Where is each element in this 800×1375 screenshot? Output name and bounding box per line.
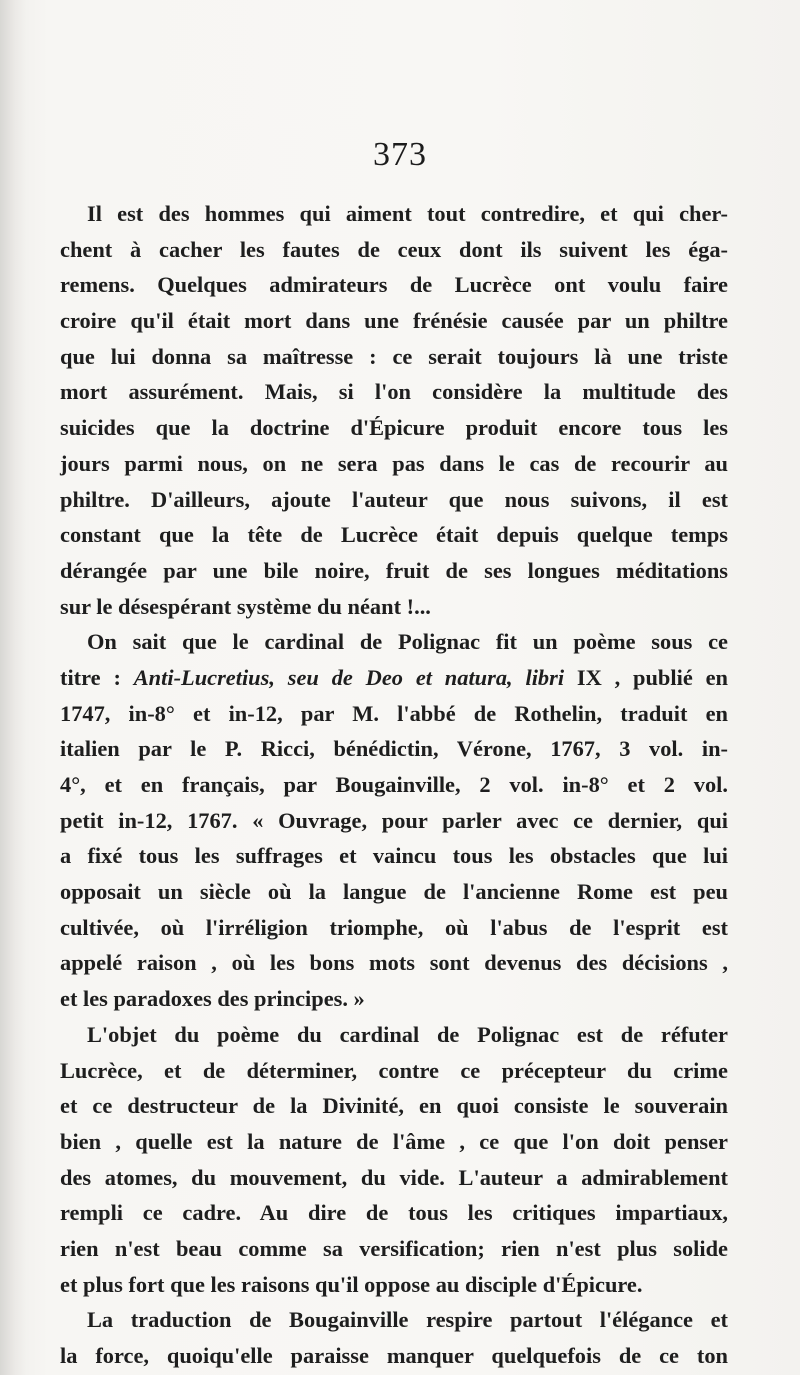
text-line: rempli ce cadre. Au dire de tous les critiques impartiaux, [60,1200,728,1226]
paragraph [60,624,728,1017]
paragraph [60,196,728,624]
text-line: appelé raison , où les bons mots sont devenus des décisions , [60,950,728,976]
text-line: Il est des hommes qui aiment tout contredire, et qui cher- [87,201,728,226]
text-line: constant que la tête de Lucrèce était depuis quelque temps [60,522,728,548]
text-line: la force, quoiqu'elle paraisse manquer quelquefois de ce ton [60,1343,728,1368]
text-line: opposait un siècle où la langue de l'ancienne Rome est peu [60,879,728,905]
text-line: et les paradoxes des principes. » [60,986,365,1012]
text-line: 4°, et en français, par Bougainville, 2 vol. in-8° et 2 vol. [60,772,728,797]
text-line: L'objet du poème du cardinal de Polignac est de réfuter [87,1021,728,1047]
text-line: a fixé tous les suffrages et vaincu tous les obstacles que lui [60,843,728,869]
text-line: suicides que la doctrine d'Épicure produit encore tous les [60,415,728,441]
text-line: cultivée, où l'irréligion triomphe, où l'abus de l'esprit est [60,914,728,940]
paragraph [60,1017,728,1303]
text-line: La traduction de Bougainville respire partout l'élégance et [87,1307,728,1333]
text-line: philtre. D'ailleurs, ajoute l'auteur que nous suivons, il est [60,486,728,512]
text-line: sur le désespérant système du néant !... [60,593,431,619]
text-line: des atomes, du mouvement, du vide. L'auteur a admirablement [60,1164,728,1190]
text-line: dérangée par une bile noire, fruit de ses longues méditations [60,557,728,583]
text-line: 1747, in-8° et in-12, par M. l'abbé de Rothelin, traduit en [60,700,728,726]
text-line: chent à cacher les fautes de ceux dont ils suivent les éga- [60,236,728,262]
text-line: jours parmi nous, on ne sera pas dans le cas de recourir au [60,450,728,476]
text-line: petit in-12, 1767. « Ouvrage, pour parler avec ce dernier, qui [60,807,728,833]
italic-book-title: Anti-Lucretius, seu de Deo et natura, libri [133,664,565,690]
text-line [60,660,728,696]
text-line: On sait que le cardinal de Polignac fit un poème sous ce [87,629,728,655]
text-line: mort assurément. Mais, si l'on considère la multitude des [60,379,728,405]
text-line: et ce destructeur de la Divinité, en quoi consiste le souverain [60,1093,728,1119]
body-text [60,196,728,1374]
text-line: bien , quelle est la nature de l'âme , ce que l'on doit penser [60,1128,728,1154]
text-line: que lui donna sa maîtresse : ce serait toujours là une triste [60,343,728,369]
text-line: remens. Quelques admirateurs de Lucrèce ont voulu faire [60,272,728,298]
page-gutter-shadow [0,0,26,1375]
text-segment: titre : [60,664,134,690]
text-line: croire qu'il était mort dans une frénésie causée par un philtre [60,308,728,334]
text-segment: IX , publié en [564,664,728,690]
paragraph [60,1302,728,1373]
text-line: Lucrèce, et de déterminer, contre ce précepteur du crime [60,1057,728,1083]
text-line: rien n'est beau comme sa versification; rien n'est plus solide [60,1235,728,1261]
text-line: italien par le P. Ricci, bénédictin, Vérone, 1767, 3 vol. in- [60,736,728,762]
text-line: et plus fort que les raisons qu'il oppose au disciple d'Épicure. [60,1271,643,1297]
page-number: 373 [373,136,427,173]
